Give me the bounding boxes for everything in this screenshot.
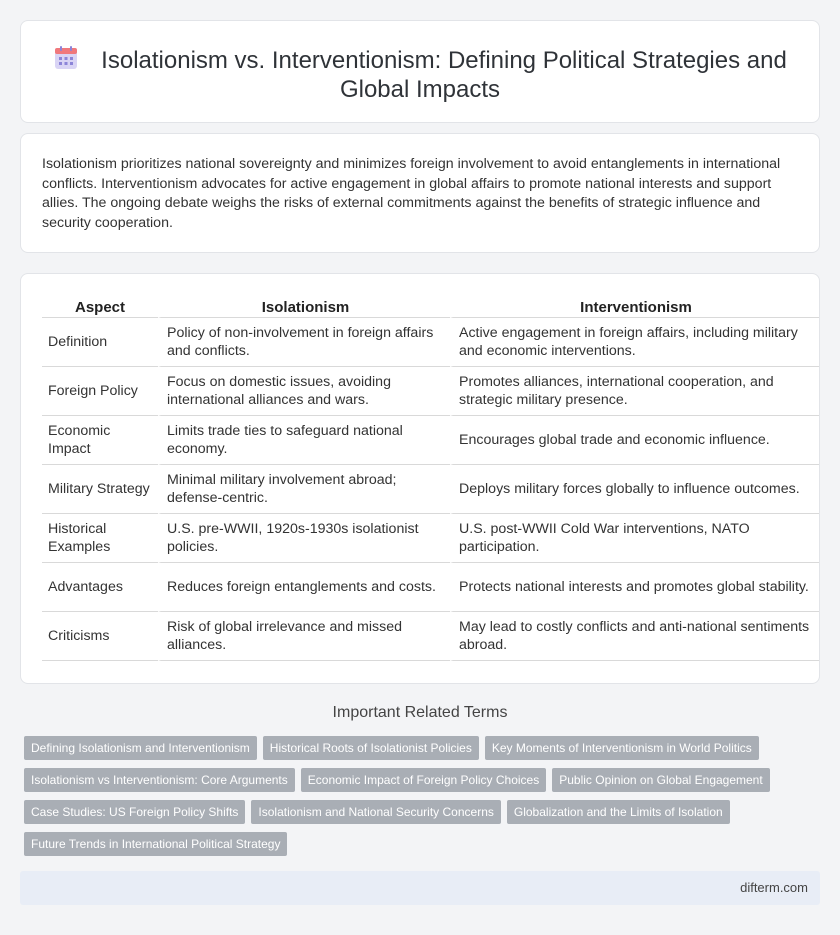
interventionism-cell: Protects national interests and promotes global stability. xyxy=(450,563,819,612)
page-title: Isolationism vs. Interventionism: Defining Political Strategies and Global Impacts xyxy=(101,47,787,103)
interventionism-cell: May lead to costly conflicts and anti-national sentiments abroad. xyxy=(450,612,819,661)
isolationism-cell: Policy of non-involvement in foreign affairs and conflicts. xyxy=(158,318,450,367)
table-row xyxy=(42,465,819,514)
footer xyxy=(20,871,820,905)
related-term-tag[interactable]: Economic Impact of Foreign Policy Choices xyxy=(301,768,546,792)
isolationism-cell: U.S. pre-WWII, 1920s-1930s isolationist policies. xyxy=(158,514,450,563)
intro-paragraph: Isolationism prioritizes national sovereignty and minimizes foreign involvement to avoid entanglements in international conflicts. Interventionism advocates for active engagement in global affairs to promote national interests and support allies. The ongoing debate weighs the risks of external commitments against the benefits of strategic influence and security cooperation. xyxy=(42,156,781,231)
interventionism-cell: Deploys military forces globally to influence outcomes. xyxy=(450,465,819,514)
isolationism-cell: Reduces foreign entanglements and costs. xyxy=(158,563,450,612)
related-term-tag[interactable]: Isolationism vs Interventionism: Core Arguments xyxy=(24,768,295,792)
table-row xyxy=(42,612,819,661)
aspect-cell: Criticisms xyxy=(42,612,158,661)
related-term-tag[interactable]: Key Moments of Interventionism in World Politics xyxy=(485,736,759,760)
aspect-cell: Historical Examples xyxy=(42,514,158,563)
related-term-tag[interactable]: Historical Roots of Isolationist Policies xyxy=(263,736,479,760)
intro-card xyxy=(20,133,820,253)
related-terms-list xyxy=(24,736,814,856)
related-term-tag[interactable]: Globalization and the Limits of Isolation xyxy=(507,800,730,824)
isolationism-cell: Focus on domestic issues, avoiding international alliances and wars. xyxy=(158,367,450,416)
table-row xyxy=(42,416,819,465)
column-header-aspect: Aspect xyxy=(42,297,158,318)
isolationism-cell: Minimal military involvement abroad; defense-centric. xyxy=(158,465,450,514)
page-title-row xyxy=(21,45,819,104)
aspect-cell: Definition xyxy=(42,318,158,367)
table-row xyxy=(42,563,819,612)
interventionism-cell: Encourages global trade and economic influence. xyxy=(450,416,819,465)
aspect-cell: Advantages xyxy=(42,563,158,612)
related-term-tag[interactable]: Defining Isolationism and Interventionism xyxy=(24,736,257,760)
header-card xyxy=(20,20,820,123)
related-term-tag[interactable]: Case Studies: US Foreign Policy Shifts xyxy=(24,800,245,824)
related-term-tag[interactable]: Public Opinion on Global Engagement xyxy=(552,768,769,792)
interventionism-cell: Active engagement in foreign affairs, including military and economic interventions. xyxy=(450,318,819,367)
table-header-row xyxy=(42,297,819,318)
comparison-table-card xyxy=(20,273,820,684)
interventionism-cell: U.S. post-WWII Cold War interventions, NATO participation. xyxy=(450,514,819,563)
interventionism-cell: Promotes alliances, international cooperation, and strategic military presence. xyxy=(450,367,819,416)
footer-site-link[interactable]: difterm.com xyxy=(740,880,808,895)
isolationism-cell: Risk of global irrelevance and missed alliances. xyxy=(158,612,450,661)
aspect-cell: Military Strategy xyxy=(42,465,158,514)
related-term-tag[interactable]: Future Trends in International Political Strategy xyxy=(24,832,287,856)
table-row xyxy=(42,318,819,367)
column-header-interventionism: Interventionism xyxy=(450,297,819,318)
calendar-icon xyxy=(53,45,79,71)
related-term-tag[interactable]: Isolationism and National Security Concerns xyxy=(251,800,500,824)
table-row xyxy=(42,367,819,416)
aspect-cell: Economic Impact xyxy=(42,416,158,465)
table-row xyxy=(42,514,819,563)
related-terms-heading: Important Related Terms xyxy=(332,704,508,721)
isolationism-cell: Limits trade ties to safeguard national economy. xyxy=(158,416,450,465)
comparison-table xyxy=(42,297,819,661)
column-header-isolationism: Isolationism xyxy=(158,297,450,318)
aspect-cell: Foreign Policy xyxy=(42,367,158,416)
